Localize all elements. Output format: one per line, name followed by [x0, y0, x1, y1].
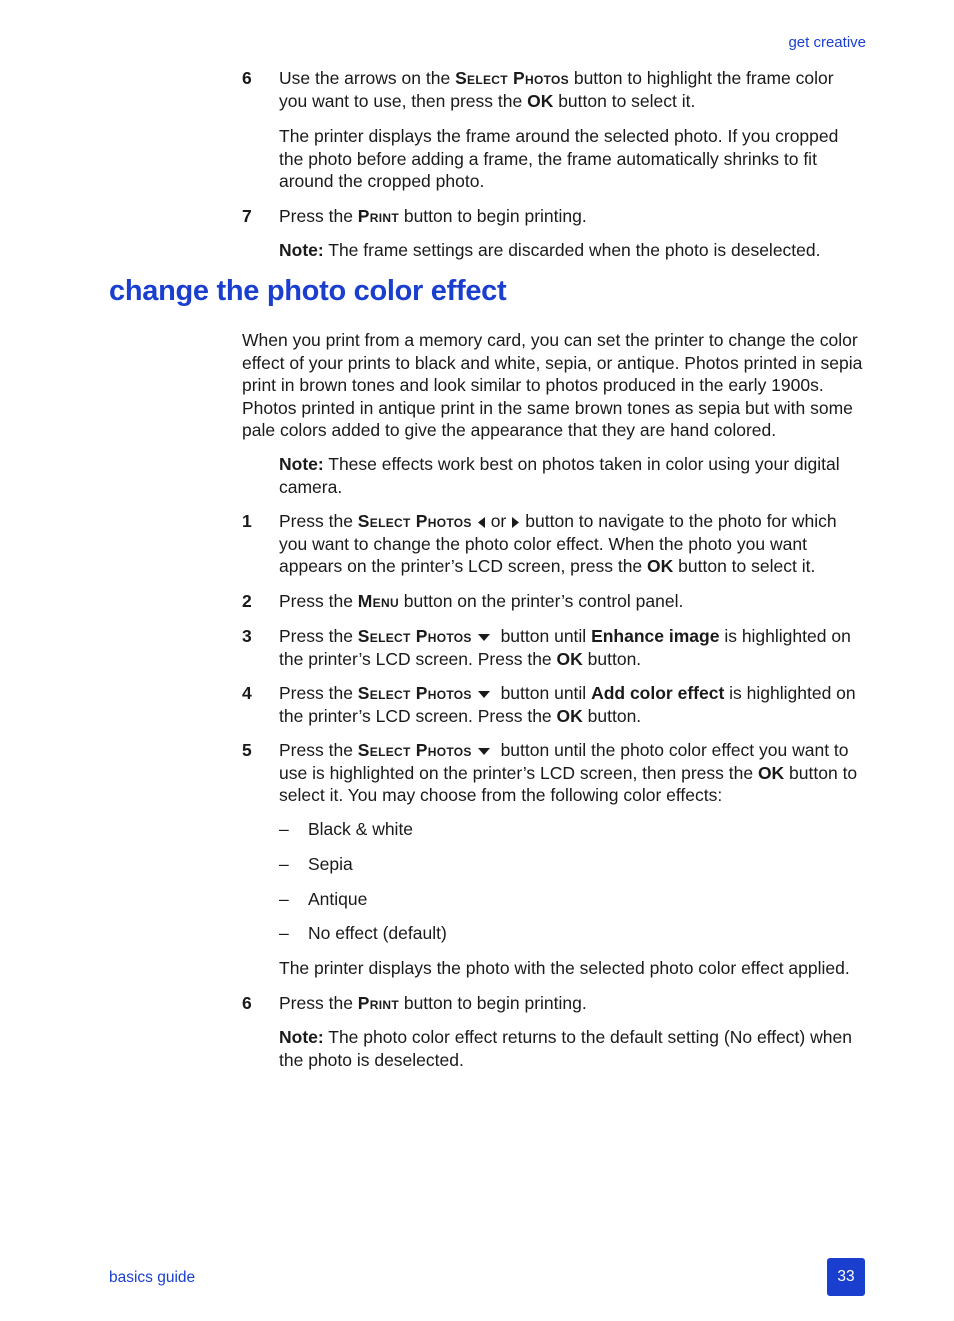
paragraph: The printer displays the photo with the selected photo color effect applied.	[279, 958, 850, 978]
step-text: Press the Menu button on the printer’s control panel.	[279, 591, 684, 611]
step-number: 3	[242, 626, 252, 646]
step-number: 4	[242, 683, 252, 703]
step-number: 2	[242, 591, 252, 611]
down-arrow-icon	[478, 748, 490, 755]
running-header: get creative	[788, 34, 866, 51]
button-name: OK	[556, 705, 583, 726]
step-text: Use the arrows on the Select Photos button to highlight the frame color you want to use, then press the OK button to select it.	[279, 68, 834, 111]
step-number: 6	[242, 993, 252, 1013]
step-number: 7	[242, 206, 252, 226]
note: Note: The photo color effect returns to the default setting (No effect) when the photo is deselected.	[279, 1027, 852, 1070]
button-name: Print	[357, 993, 399, 1013]
button-name: Select Photos	[455, 68, 569, 88]
button-name: Menu	[357, 591, 399, 611]
step-number: 1	[242, 511, 252, 531]
step-text: Press the Select Photos button until Add color effect is highlighted on the printer’s LCD screen. Press the OK button.	[279, 683, 856, 726]
step-text: Press the Print button to begin printing.	[279, 993, 587, 1013]
button-name: OK	[757, 762, 785, 783]
paragraph: The printer displays the frame around the selected photo. If you cropped the photo before adding a frame, the frame automatically shrinks to fit around the cropped photo.	[279, 126, 839, 191]
button-name: Select Photos	[357, 511, 472, 531]
left-arrow-icon	[478, 517, 485, 528]
note: Note: These effects work best on photos taken in color using your digital camera.	[279, 454, 840, 497]
page-number: 33	[827, 1258, 865, 1296]
button-name: Select Photos	[357, 740, 472, 760]
button-name: Select Photos	[357, 626, 472, 646]
step-number: 6	[242, 68, 252, 88]
button-name: OK	[527, 90, 554, 111]
button-name: OK	[647, 556, 674, 576]
note: Note: The frame settings are discarded when the photo is deselected.	[279, 240, 821, 260]
button-name: OK	[556, 648, 583, 669]
menu-option: Enhance image	[591, 626, 720, 646]
right-arrow-icon	[512, 517, 519, 528]
note-label: Note:	[279, 454, 324, 474]
section-heading: change the photo color effect	[109, 275, 507, 307]
step-number: 5	[242, 740, 252, 760]
intro-paragraph: When you print from a memory card, you can set the printer to change the color effect of your prints to black and white, sepia, or antique. Photos printed in sepia print in brown tones and look similar to photos produced in the early 1900s. Photos printed in antique print in the same brown tones as sepia but with some pale colors added to give the appearance that they are hand colored.	[242, 330, 863, 440]
footer-guide-title: basics guide	[109, 1269, 196, 1286]
button-name: Print	[357, 206, 399, 226]
button-name: Select Photos	[357, 683, 472, 703]
step-text: Press the Select Photos button until Enhance image is highlighted on the printer’s LCD screen. Press the OK button.	[279, 626, 851, 669]
step-text: Press the Print button to begin printing.	[279, 206, 587, 226]
note-label: Note:	[279, 240, 324, 260]
down-arrow-icon	[478, 691, 490, 698]
step-text: Press the Select Photos button until the photo color effect you want to use is highlighted on the printer’s LCD screen, then press the OK button to select it. You may choose from the following color effects:	[279, 740, 858, 805]
note-label: Note:	[279, 1027, 324, 1047]
menu-option: Add color effect	[591, 683, 725, 703]
down-arrow-icon	[478, 634, 490, 641]
step-text: Press the Select Photos or button to navigate to the photo for which you want to change the photo color effect. When the photo you want appears on the printer’s LCD screen, press the OK button to select it.	[279, 511, 837, 576]
